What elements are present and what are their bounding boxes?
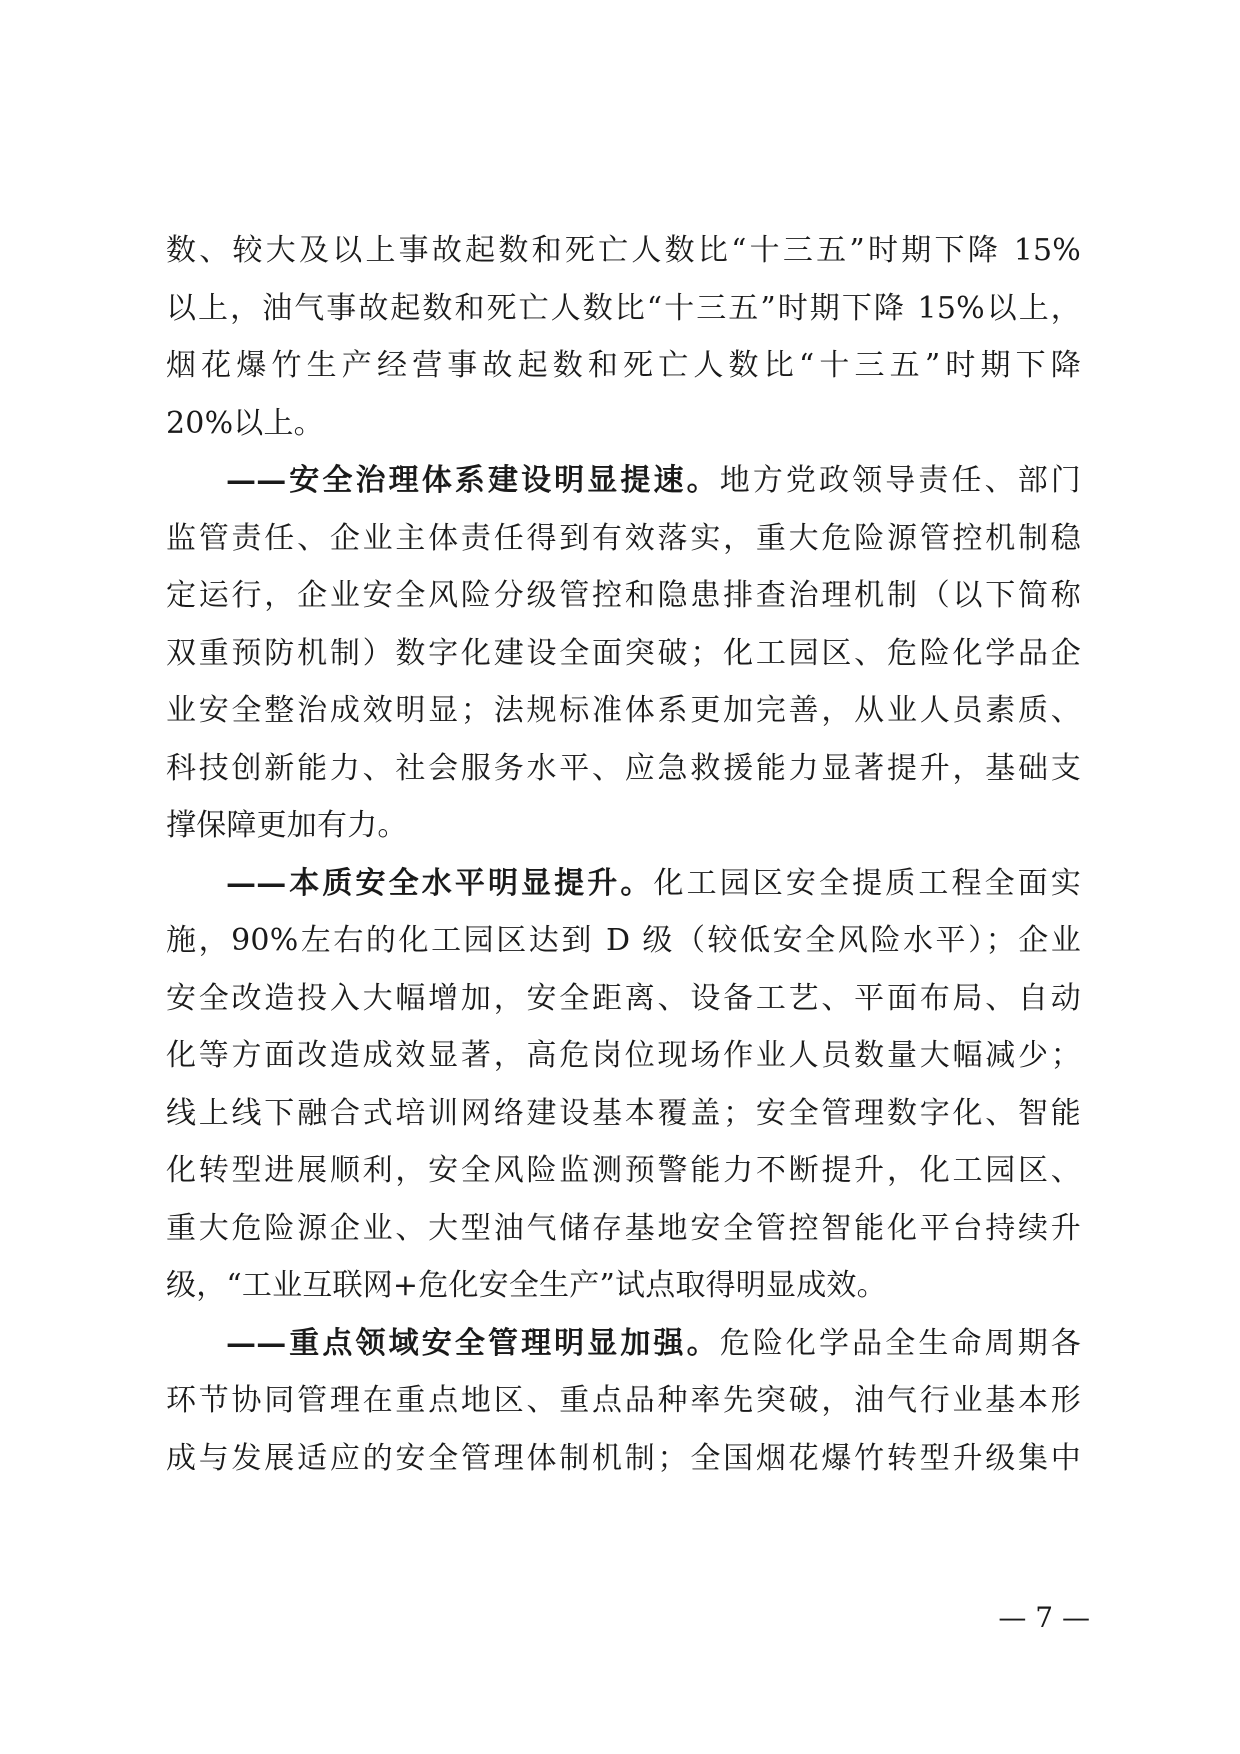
text-line: 级，“工业互联网+危化安全生产”试点取得明显成效。 [166, 1268, 887, 1303]
section-heading: ——本质安全水平明显提升。 [226, 865, 654, 901]
text-line: 定运行，企业安全风险分级管控和隐患排查治理机制（以下简称 [166, 578, 1081, 613]
text-run: 化工园区安全提质工程全面实 [653, 865, 1081, 901]
text-line: 双重预防机制）数字化建设全面突破；化工园区、危险化学品企 [166, 635, 1081, 671]
text-line: 化等方面改造成效显著，高危岗位现场作业人员数量大幅减少； [166, 1038, 1081, 1073]
text-line: 施，90%左右的化工园区达到 D 级（较低安全风险水平）；企业 [166, 923, 1081, 958]
text-line: 烟花爆竹生产经营事故起数和死亡人数比“十三五”时期下降 [166, 348, 1081, 383]
text-line: 监管责任、企业主体责任得到有效落实，重大危险源管控机制稳 [166, 520, 1081, 556]
text-line: 安全改造投入大幅增加，安全距离、设备工艺、平面布局、自动 [166, 980, 1081, 1016]
text-run: 地方党政领导责任、部门 [719, 463, 1081, 498]
text-line: 成与发展适应的安全管理体制机制；全国烟花爆竹转型升级集中 [166, 1440, 1081, 1476]
paragraph-first-line [166, 855, 1081, 913]
text-line: 科技创新能力、社会服务水平、应急救援能力显著提升，基础支 [166, 750, 1081, 786]
text-line: 线上线下融合式培训网络建设基本覆盖；安全管理数字化、智能 [166, 1095, 1081, 1131]
text-line: 业安全整治成效明显；法规标准体系更加完善，从业人员素质、 [166, 693, 1081, 728]
text-line: 20%以上。 [166, 405, 324, 441]
body-text [166, 222, 1081, 1487]
paragraph-first-line [166, 1315, 1081, 1373]
text-line: 数、较大及以上事故起数和死亡人数比“十三五”时期下降 15% [166, 233, 1081, 268]
text-line: 化转型进展顺利，安全风险监测预警能力不断提升，化工园区、 [166, 1153, 1081, 1188]
text-line: 撑保障更加有力。 [166, 808, 408, 843]
paragraph-first-line [166, 452, 1081, 510]
text-line: 重大危险源企业、大型油气储存基地安全管控智能化平台持续升 [166, 1210, 1081, 1246]
text-line: 环节协同管理在重点地区、重点品种率先突破，油气行业基本形 [166, 1383, 1081, 1418]
section-heading: ——重点领域安全管理明显加强。 [226, 1325, 720, 1361]
page-number: — 7 — [998, 1601, 1090, 1634]
section-heading: ——安全治理体系建设明显提速。 [226, 463, 720, 498]
text-run: 危险化学品全生命周期各 [719, 1325, 1081, 1361]
text-line: 以上，油气事故起数和死亡人数比“十三五”时期下降 15%以上， [166, 290, 1081, 326]
